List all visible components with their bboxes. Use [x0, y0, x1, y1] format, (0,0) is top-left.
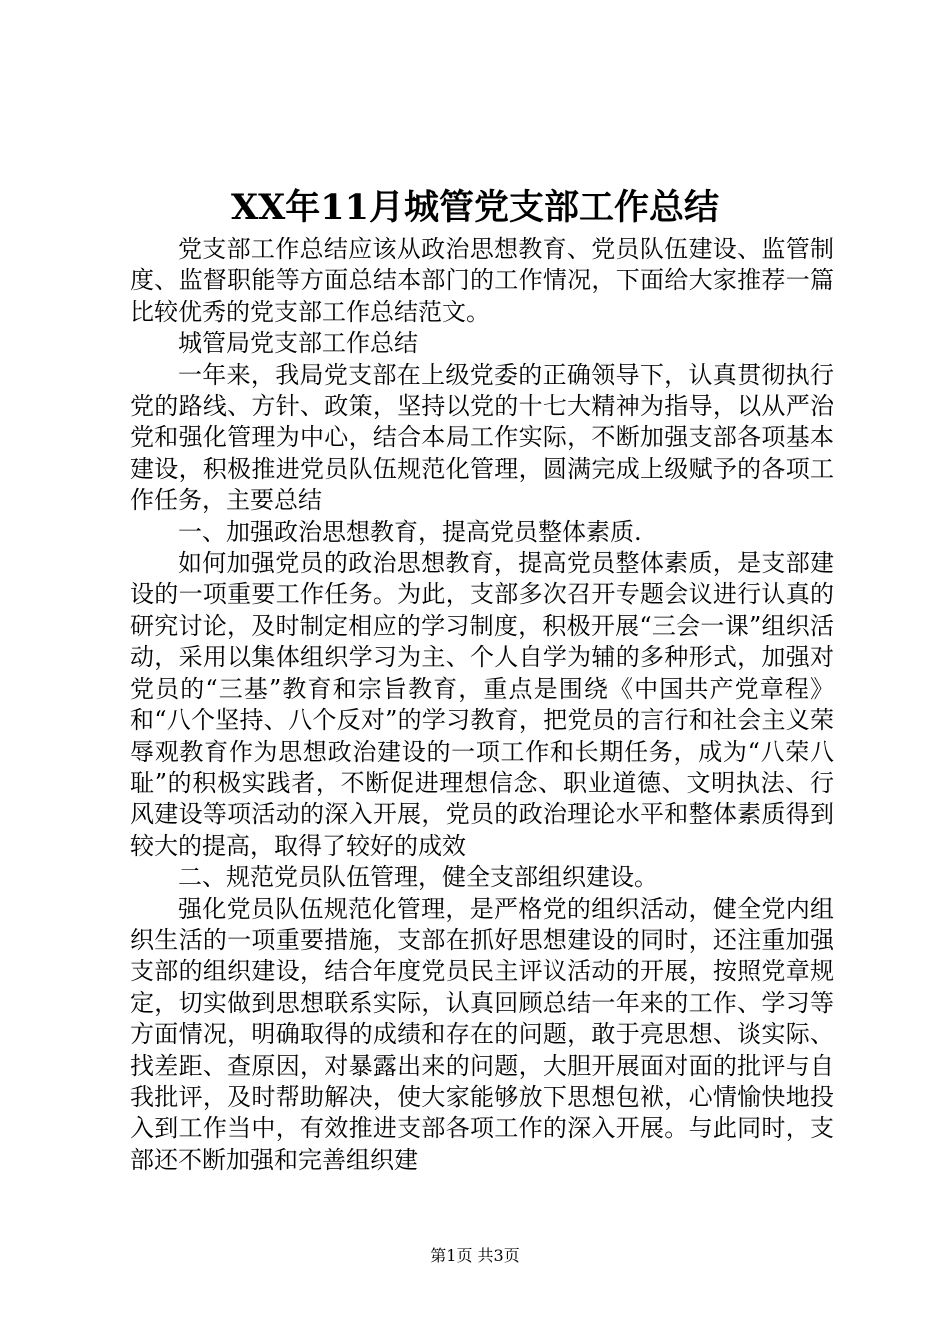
page-number-footer: 第1页 共3页: [430, 1246, 520, 1265]
intro-paragraph: 党支部工作总结应该从政治思想教育、党员队伍建设、监管制度、监督职能等方面总结本部门的工作情况，下面给大家推荐一篇比较优秀的党支部工作总结范文。: [130, 235, 834, 326]
document-title: XX年11月城管党支部工作总结: [230, 187, 720, 228]
section-heading-2: 二、规范党员队伍管理，健全支部组织建设。: [178, 863, 658, 892]
section-heading-1: 一、加强政治思想教育，提高党员整体素质.: [178, 517, 642, 546]
overview-paragraph: 一年来，我局党支部在上级党委的正确领导下，认真贯彻执行党的路线、方针、政策，坚持以党的十七大精神为指导，以从严治党和强化管理为中心，结合本局工作实际，不断加强支部各项基本建设，积极推进党员队伍规范化管理，圆满完成上级赋予的各项工作任务，主要总结: [130, 360, 834, 515]
subtitle-paragraph: 城管局党支部工作总结: [178, 329, 418, 358]
document-body: [130, 234, 834, 1176]
section-body-1: 如何加强党员的政治思想教育，提高党员整体素质，是支部建设的一项重要工作任务。为此，支部多次召开专题会议进行认真的研究讨论，及时制定相应的学习制度，积极开展“三会一课”组织活动，采用以集体组织学习为主、个人自学为辅的多种形式，加强对党员的“三基”教育和宗旨教育，重点是围绕《中国共产党章程》和“八个坚持、八个反对”的学习教育，把党员的言行和社会主义荣辱观教育作为思想政治建设的一项工作和长期任务，成为“八荣八耻”的积极实践者，不断促进理想信念、职业道德、文明执法、行风建设等项活动的深入开展，党员的政治理论水平和整体素质得到较大的提高，取得了较好的成效: [130, 549, 834, 860]
section-body-2: 强化党员队伍规范化管理，是严格党的组织活动，健全党内组织生活的一项重要措施，支部在抓好思想建设的同时，还注重加强支部的组织建设，结合年度党员民主评议活动的开展，按照党章规定，切实做到思想联系实际，认真回顾总结一年来的工作、学习等方面情况，明确取得的成绩和存在的问题，敢于亮思想、谈实际、找差距、查原因，对暴露出来的问题，大胆开展面对面的批评与自我批评，及时帮助解决，使大家能够放下思想包袱，心情愉快地投入到工作当中，有效推进支部各项工作的深入开展。与此同时，支部还不断加强和完善组织建: [130, 894, 834, 1174]
